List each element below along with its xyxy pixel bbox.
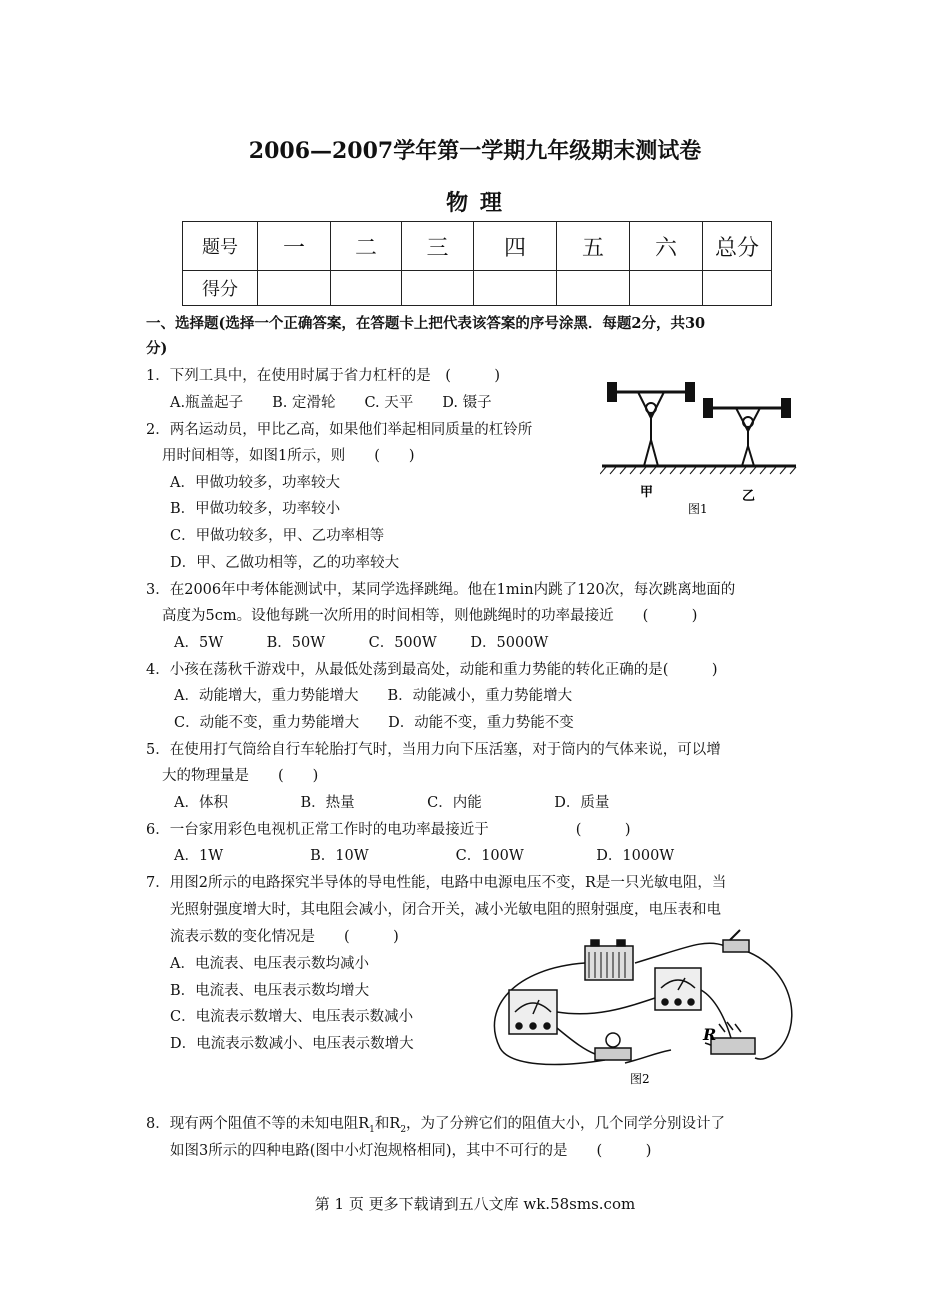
q8-subscript-1: 1 [369, 1124, 375, 1135]
q7-option-c: C．电流表示数增大、电压表示数减小 [170, 1009, 414, 1025]
q4-options-1: A．动能增大，重力势能增大 B．动能减小，重力势能增大 [174, 688, 573, 704]
q7-stem-cont2: 流表示数的变化情况是 ( ) [170, 929, 399, 945]
q2-option-a: A．甲做功较多，功率较大 [170, 475, 340, 491]
score-col-5: 五 [557, 222, 630, 271]
score-table-score-row [183, 271, 772, 306]
q8-stem-part2: 和R [374, 1116, 401, 1132]
figure2-label-r: R [703, 1025, 717, 1044]
q6-options: A．1W B．10W C．100W D．1000W [174, 848, 675, 864]
score-cell[interactable] [402, 271, 474, 306]
q5-stem-cont: 大的物理量是 ( ) [162, 768, 319, 784]
figure1-weightlifters [600, 378, 800, 518]
q5-stem: 5．在使用打气筒给自行车轮胎打气时，当用力向下压活塞，对于筒内的气体来说，可以增 [146, 742, 721, 758]
score-cell[interactable] [630, 271, 703, 306]
q2-stem: 2．两名运动员，甲比乙高，如果他们举起相同质量的杠铃所 [146, 422, 533, 438]
q1-options: A.瓶盖起子 B. 定滑轮 C. 天平 D. 镊子 [170, 395, 492, 411]
score-cell[interactable] [474, 271, 557, 306]
q7-stem-cont: 光照射强度增大时，其电阻会减小，闭合开关，减小光敏电阻的照射强度，电压表和电 [170, 902, 721, 918]
score-table-header-row [183, 222, 772, 271]
score-cell[interactable] [331, 271, 402, 306]
q2-option-c: C．甲做功较多，甲、乙功率相等 [170, 528, 385, 544]
section-heading: 一、选择题(选择一个正确答案，在答题卡上把代表该答案的序号涂黑．每题2分，共30 [146, 315, 706, 332]
figure1-caption: 图1 [688, 502, 708, 516]
score-row-label: 得分 [183, 271, 258, 306]
q8-stem-cont: 如图3所示的四种电路(图中小灯泡规格相同)，其中不可行的是 ( ) [170, 1143, 652, 1159]
figure2-caption: 图2 [630, 1072, 650, 1086]
page-title: 2006—2007学年第一学期九年级期末测试卷 [248, 138, 702, 164]
q5-options: A．体积 B．热量 C．内能 D．质量 [174, 795, 610, 811]
q3-stem: 3．在2006年中考体能测试中，某同学选择跳绳。他在1min内跳了120次，每次跳离地面的 [146, 582, 736, 598]
score-cell[interactable] [258, 271, 331, 306]
q8-stem-part1: 8．现有两个阻值不等的未知电阻R [146, 1116, 370, 1132]
score-row-label: 题号 [183, 222, 258, 271]
score-table [182, 221, 772, 306]
q8-stem-part3: ，为了分辨它们的阻值大小，几个同学分别设计了 [406, 1116, 726, 1132]
score-col-3: 三 [402, 222, 474, 271]
q2-stem-cont: 用时间相等，如图1所示，则 ( ) [162, 448, 415, 464]
figure1-label-jia: 甲 [640, 485, 654, 500]
subject-title: 物 理 [446, 190, 504, 216]
q2-option-d: D．甲、乙做功相等，乙的功率较大 [170, 555, 400, 571]
q3-stem-cont: 高度为5cm。设他每跳一次所用的时间相等，则他跳绳时的功率最接近 ( ) [162, 608, 698, 624]
score-col-total: 总分 [703, 222, 772, 271]
q4-options-2: C．动能不变，重力势能增大 D．动能不变，重力势能不变 [174, 715, 574, 731]
q8-stem [146, 1114, 725, 1140]
figure1-label-yi: 乙 [742, 489, 756, 504]
score-col-6: 六 [630, 222, 703, 271]
score-cell[interactable] [557, 271, 630, 306]
q7-option-a: A．电流表、电压表示数均减小 [170, 956, 369, 972]
q7-stem: 7．用图2所示的电路探究半导体的导电性能，电路中电源电压不变，R是一只光敏电阻，当 [146, 875, 727, 891]
page-footer: 第 1 页 更多下载请到五八文库 wk.58sms.com [314, 1195, 636, 1213]
q6-stem: 6．一台家用彩色电视机正常工作时的电功率最接近于 ( ) [146, 822, 631, 838]
q7-option-d: D．电流表示数减小、电压表示数增大 [170, 1036, 414, 1052]
q4-stem: 4．小孩在荡秋千游戏中，从最低处荡到最高处，动能和重力势能的转化正确的是( ) [146, 662, 718, 678]
figure2-circuit [475, 928, 810, 1090]
q2-option-b: B．甲做功较多，功率较小 [170, 501, 341, 517]
score-col-1: 一 [258, 222, 331, 271]
q1-stem: 1．下列工具中，在使用时属于省力杠杆的是 ( ) [146, 368, 501, 384]
q7-option-b: B．电流表、电压表示数均增大 [170, 983, 370, 999]
q3-options: A．5W B．50W C．500W D．5000W [174, 635, 549, 651]
score-col-4: 四 [474, 222, 557, 271]
score-cell[interactable] [703, 271, 772, 306]
q8-subscript-2: 2 [400, 1124, 407, 1135]
score-col-2: 二 [331, 222, 402, 271]
section-heading-cont: 分) [146, 340, 168, 357]
